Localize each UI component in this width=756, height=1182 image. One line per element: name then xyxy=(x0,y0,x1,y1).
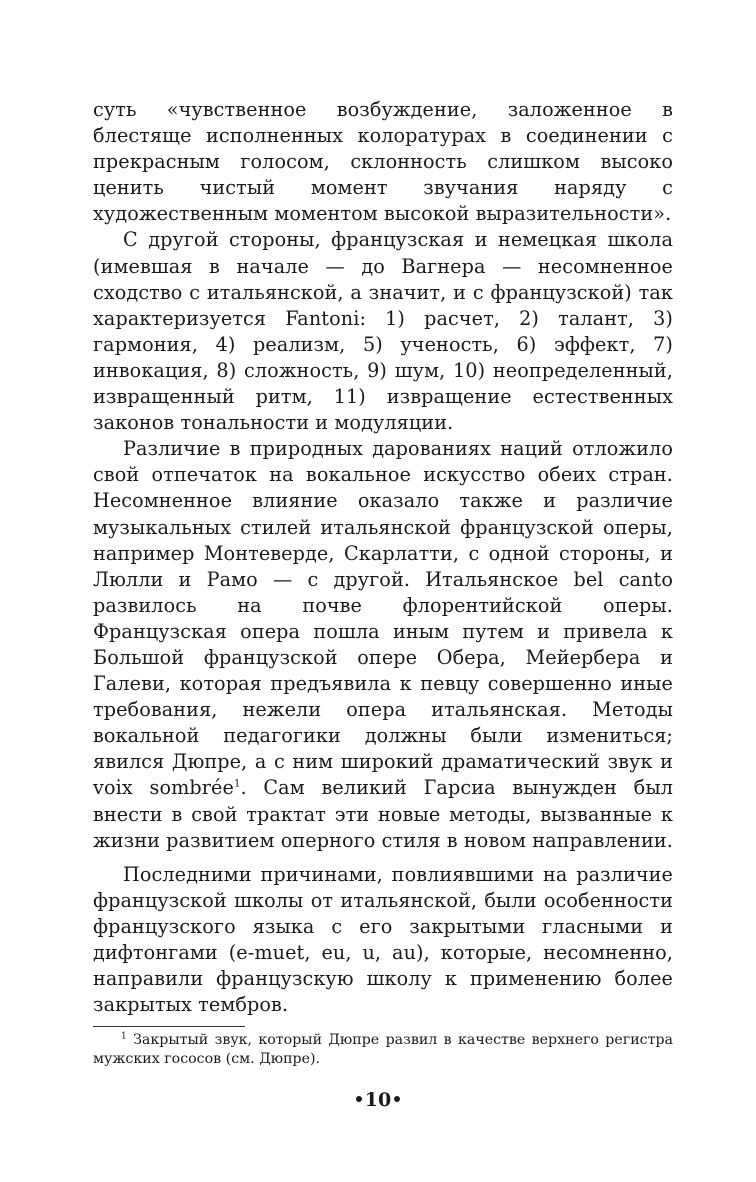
paragraph-3 xyxy=(93,436,673,854)
page-number-value: 10 xyxy=(364,1089,392,1111)
footnote-text: Закрытый звук, который Дюпре развил в качестве верхнего регистра мужских гососов (см. Дюпре). xyxy=(93,1032,673,1067)
bullet-right-icon xyxy=(394,1096,400,1102)
paragraph-4: Последними причинами, повлиявшими на различие французской школы от итальянской, были особенности французского языка с его закрытыми гласными и дифтонгами (e-muet, eu, u, au), которые, несомненно, направили французскую школу к применению более закрытых тембров. xyxy=(93,862,673,1017)
footnote xyxy=(93,1031,673,1069)
footnote-reference: 1 xyxy=(233,779,241,791)
page-body xyxy=(93,97,673,1018)
footnote-divider xyxy=(93,1026,245,1027)
paragraph-1: суть «чувственное возбуждение, заложенное в блестяще исполненных колоратурах в соединении с прекрасным голосом, склонность слишком высоко ценить чистый момент звучания наряду с художественным моментом высокой выразительности». xyxy=(93,98,673,226)
paragraph-3-text-after: . Сам великий Гарсиа вынужден был внести в свой трактат эти новые методы, вызванные к жизни развитием оперного стиля в новом направлении. xyxy=(93,776,673,852)
page-number xyxy=(0,1088,756,1112)
paragraph-3-text-before: Различие в природных дарованиях наций отложило свой отпечаток на вокальное искусство обеих стран. Несомненное влияние оказало также и различие музыкальных стилей итальянской французской оперы, например Монтеверде, Скарлатти, с одной стороны, и Люлли и Рамо — с другой. Итальянское bel canto развилось на почве флорентийской оперы. Французская опера пошла иным путем и привела к Большой французской опере Обера, Мейербера и Галеви, которая предъявила к певцу совершенно иные требования, нежели опера итальянская. Методы вокальной педагогики должны были измениться; явился Дюпре, а с ним широкий драматический звук и voix sombrée xyxy=(93,437,673,800)
footnote-marker: 1 xyxy=(121,1031,127,1042)
paragraph-2: С другой стороны, французская и немецкая школа (имевшая в начале — до Вагнера — несомненное сходство с итальянской, а значит, и с французской) так характеризуется Fantoni: 1) расчет, 2) талант, 3) гармония, 4) реализм, 5) ученость, 6) эффект, 7) инвокация, 8) сложность, 9) шум, 10) неопределенный, извращенный ритм, 11) извращение естественных законов тональности и модуляции. xyxy=(93,228,673,435)
bullet-left-icon xyxy=(356,1096,362,1102)
